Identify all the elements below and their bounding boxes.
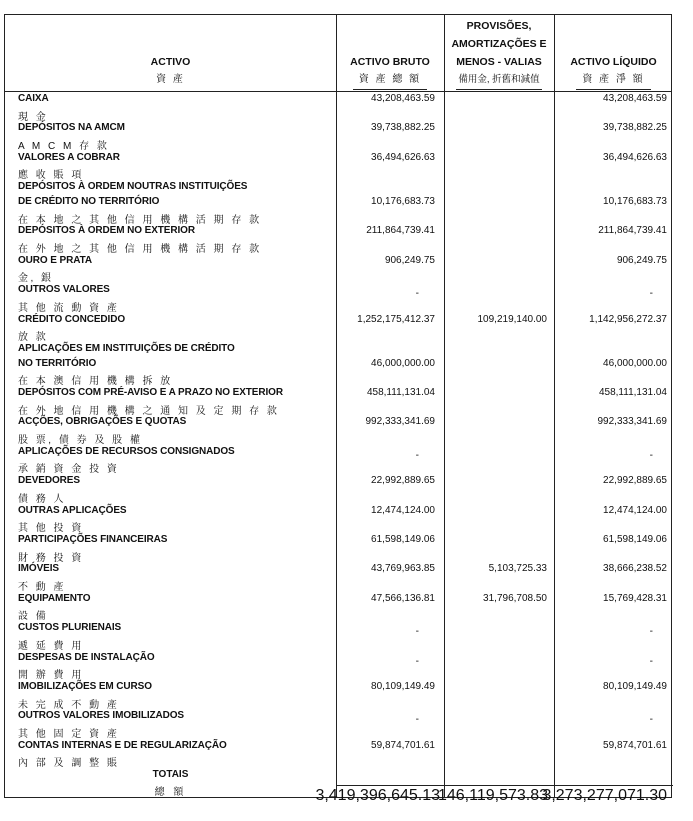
- table-row: [5, 284, 673, 313]
- value-provisoes: 31,796,708.50: [483, 592, 547, 604]
- row-label-zh: 放 款: [18, 332, 49, 344]
- table-row: [5, 740, 673, 769]
- totals-bruto: 3,419,396,645.13: [315, 787, 440, 804]
- row-label-zh: 其 他 固 定 資 產: [18, 729, 120, 741]
- value-bruto: 43,769,963.85: [371, 563, 435, 575]
- value-liquido: -: [649, 714, 653, 726]
- row-label-zh: 未 完 成 不 動 產: [18, 699, 120, 711]
- row-label: OUTRAS APLICAÇÕES: [18, 504, 127, 516]
- value-bruto: 22,992,889.65: [371, 475, 435, 487]
- value-liquido: 80,109,149.49: [603, 681, 667, 692]
- header-liquido-label: ACTIVO LÍQUIDO: [570, 56, 657, 68]
- row-label: DEPÓSITOS COM PRÉ-AVISO E A PRAZO NO EXTERIOR: [18, 387, 283, 398]
- value-provisoes: 5,103,725.33: [488, 563, 547, 575]
- totals-row: [5, 769, 673, 804]
- row-label: DEPÓSITOS À ORDEM NOUTRAS INSTITUIÇÕES: [18, 181, 248, 193]
- row-label-zh: 開 辦 費 用: [18, 670, 84, 682]
- table-row: [5, 652, 673, 681]
- value-bruto: 61,598,149.06: [371, 534, 435, 545]
- row-label: CUSTOS PLURIENAIS: [18, 622, 122, 634]
- row-label: CRÉDITO CONCEDIDO: [18, 313, 126, 325]
- row-label: DEVEDORES: [18, 475, 80, 487]
- row-label: DESPESAS DE INSTALAÇÃO: [18, 651, 155, 663]
- header-activo-liquido: [554, 53, 673, 90]
- header-prov-label-zh: 備用金, 折舊和減值: [456, 71, 541, 90]
- header-activo-label: ACTIVO: [150, 56, 191, 68]
- row-label-zh: 不 動 產: [18, 582, 67, 594]
- value-liquido: 61,598,149.06: [603, 534, 667, 545]
- header-prov-label-2: AMORTIZAÇÕES E: [451, 38, 547, 50]
- value-liquido: 12,474,124.00: [603, 504, 667, 516]
- header-provisoes: [444, 17, 554, 90]
- header-activo-bruto: [336, 53, 444, 90]
- value-bruto: 46,000,000.00: [371, 357, 435, 369]
- row-label-zh: 債 務 人: [18, 493, 67, 505]
- value-liquido: 39,738,882.25: [603, 122, 667, 134]
- value-bruto: 36,494,626.63: [371, 151, 435, 163]
- value-bruto: 906,249.75: [384, 254, 435, 266]
- row-label-zh: 財 務 投 資: [18, 552, 84, 564]
- value-bruto: -: [415, 449, 419, 461]
- value-liquido: 10,176,683.73: [603, 195, 667, 207]
- row-label-zh: 遞 延 費 用: [18, 640, 84, 652]
- table-row: [5, 710, 673, 739]
- value-bruto: 43,208,463.59: [371, 93, 435, 104]
- row-label-zh: 金, 銀: [18, 273, 54, 285]
- table-row: [5, 534, 673, 563]
- value-liquido: -: [649, 449, 653, 461]
- value-bruto: 992,333,341.69: [365, 416, 435, 428]
- header-activo-label-zh: 資 產: [156, 74, 185, 85]
- value-bruto: -: [415, 655, 419, 667]
- value-liquido: 992,333,341.69: [597, 416, 667, 428]
- value-liquido: -: [649, 626, 653, 638]
- table-row: [5, 343, 673, 387]
- value-bruto: 1,252,175,412.37: [357, 313, 435, 325]
- row-label: IMOBILIZAÇÕES EM CURSO: [18, 681, 152, 692]
- row-label: APLICAÇÕES DE RECURSOS CONSIGNADOS: [18, 445, 235, 457]
- row-label: ACÇÕES, OBRIGAÇÕES E QUOTAS: [18, 416, 187, 428]
- row-label: DEPÓSITOS NA AMCM: [18, 122, 125, 134]
- table-row: [5, 387, 673, 416]
- value-bruto: 211,864,739.41: [366, 225, 435, 237]
- row-label-zh: 在 本 地 之 其 他 信 用 機 構 活 期 存 款: [18, 214, 262, 226]
- row-label-zh: 承 銷 資 金 投 資: [18, 464, 120, 476]
- table-row: [5, 681, 673, 710]
- value-liquido: 36,494,626.63: [603, 151, 667, 163]
- value-bruto: 59,874,701.61: [371, 739, 435, 751]
- totals-label-zh: 總 額: [154, 787, 187, 798]
- row-label: CAIXA: [18, 93, 49, 104]
- table-row: [5, 475, 673, 504]
- value-liquido: 1,142,956,272.37: [589, 313, 667, 325]
- value-liquido: 22,992,889.65: [603, 475, 667, 487]
- table-row: [5, 255, 673, 284]
- row-label-zh: 股 票, 債 券 及 股 權: [18, 435, 143, 447]
- totals-prov-cell: [437, 785, 554, 804]
- row-label-zh: 設 備: [18, 611, 49, 623]
- row-label-zh: 在 外 地 信 用 機 構 之 通 知 及 定 期 存 款: [18, 405, 280, 417]
- value-liquido: 43,208,463.59: [603, 93, 667, 104]
- row-label-zh: 其 他 流 動 資 產: [18, 302, 120, 314]
- value-bruto: 80,109,149.49: [371, 681, 435, 692]
- header-divider: [5, 91, 671, 92]
- totals-provisoes: 146,119,573.83: [437, 787, 548, 804]
- value-bruto: -: [415, 288, 419, 300]
- row-label-zh: 現 金: [18, 111, 49, 123]
- table-row: [5, 152, 673, 181]
- value-liquido: 59,874,701.61: [603, 739, 667, 751]
- value-bruto: 458,111,131.04: [366, 387, 435, 398]
- row-label: VALORES A COBRAR: [18, 151, 120, 163]
- value-liquido: 458,111,131.04: [598, 387, 667, 398]
- row-label-zh: 應 收 賬 項: [18, 170, 84, 182]
- row-label: PARTICIPAÇÕES FINANCEIRAS: [18, 534, 168, 545]
- table-row: [5, 225, 673, 254]
- value-liquido: 46,000,000.00: [603, 357, 667, 369]
- value-bruto: 39,738,882.25: [371, 122, 435, 134]
- value-provisoes: 109,219,140.00: [477, 313, 547, 325]
- header-bruto-label-zh: 資 產 總 額: [353, 71, 427, 90]
- table-row: [5, 93, 673, 122]
- totals-liquido-cell: [542, 785, 673, 804]
- table-row: [5, 505, 673, 534]
- row-label: CONTAS INTERNAS E DE REGULARIZAÇÃO: [18, 739, 227, 751]
- totals-bruto-cell: [315, 785, 444, 804]
- row-label-zh: 在 外 地 之 其 他 信 用 機 構 活 期 存 款: [18, 243, 262, 255]
- row-label: OUTROS VALORES IMOBILIZADOS: [18, 710, 185, 722]
- value-bruto: 12,474,124.00: [371, 504, 435, 516]
- value-bruto: 47,566,136.81: [371, 592, 435, 604]
- row-label: DEPÓSITOS À ORDEM NO EXTERIOR: [18, 225, 195, 237]
- value-bruto: 10,176,683.73: [371, 195, 435, 207]
- row-label: APLICAÇÕES EM INSTITUIÇÕES DE CRÉDITO: [18, 342, 235, 354]
- row-label: OUTROS VALORES: [18, 284, 110, 296]
- row-label: DE CRÉDITO NO TERRITÓRIO: [18, 195, 160, 207]
- row-label-zh: 在 本 澳 信 用 機 構 拆 放: [18, 376, 173, 388]
- value-liquido: -: [649, 288, 653, 300]
- balance-sheet-table: [4, 14, 672, 804]
- value-bruto: -: [415, 714, 419, 726]
- value-liquido: 906,249.75: [616, 254, 667, 266]
- row-label: OURO E PRATA: [18, 254, 92, 266]
- header-bruto-label: ACTIVO BRUTO: [350, 56, 430, 68]
- value-bruto: -: [415, 626, 419, 638]
- value-liquido: 38,666,238.52: [603, 563, 667, 575]
- header-prov-label-1: PROVISÕES,: [466, 20, 532, 32]
- table-row: [5, 181, 673, 225]
- row-label-zh: 內 部 及 調 整 賬: [18, 758, 120, 770]
- row-label: IMÓVEIS: [18, 563, 59, 575]
- table-row: [5, 314, 673, 343]
- row-label-zh: 其 他 投 資: [18, 523, 84, 535]
- totals-liquido: 3,273,277,071.30: [542, 787, 667, 804]
- header-activo: [5, 53, 336, 89]
- header-prov-label-3: MENOS - VALIAS: [456, 56, 542, 68]
- table-row: [5, 446, 673, 475]
- value-liquido: 211,864,739.41: [598, 225, 667, 237]
- header-liquido-label-zh: 資 產 淨 額: [576, 71, 650, 90]
- table-row: [5, 622, 673, 651]
- value-liquido: 15,769,428.31: [603, 592, 667, 604]
- table-row: [5, 122, 673, 151]
- totals-label: TOTAIS: [152, 769, 189, 780]
- table-row: [5, 593, 673, 622]
- row-label: EQUIPAMENTO: [18, 592, 91, 604]
- row-label-zh: A M C M 存 款: [18, 141, 110, 153]
- table-row: [5, 416, 673, 445]
- value-liquido: -: [649, 655, 653, 667]
- row-label: NO TERRITÓRIO: [18, 357, 97, 369]
- table-row: [5, 563, 673, 592]
